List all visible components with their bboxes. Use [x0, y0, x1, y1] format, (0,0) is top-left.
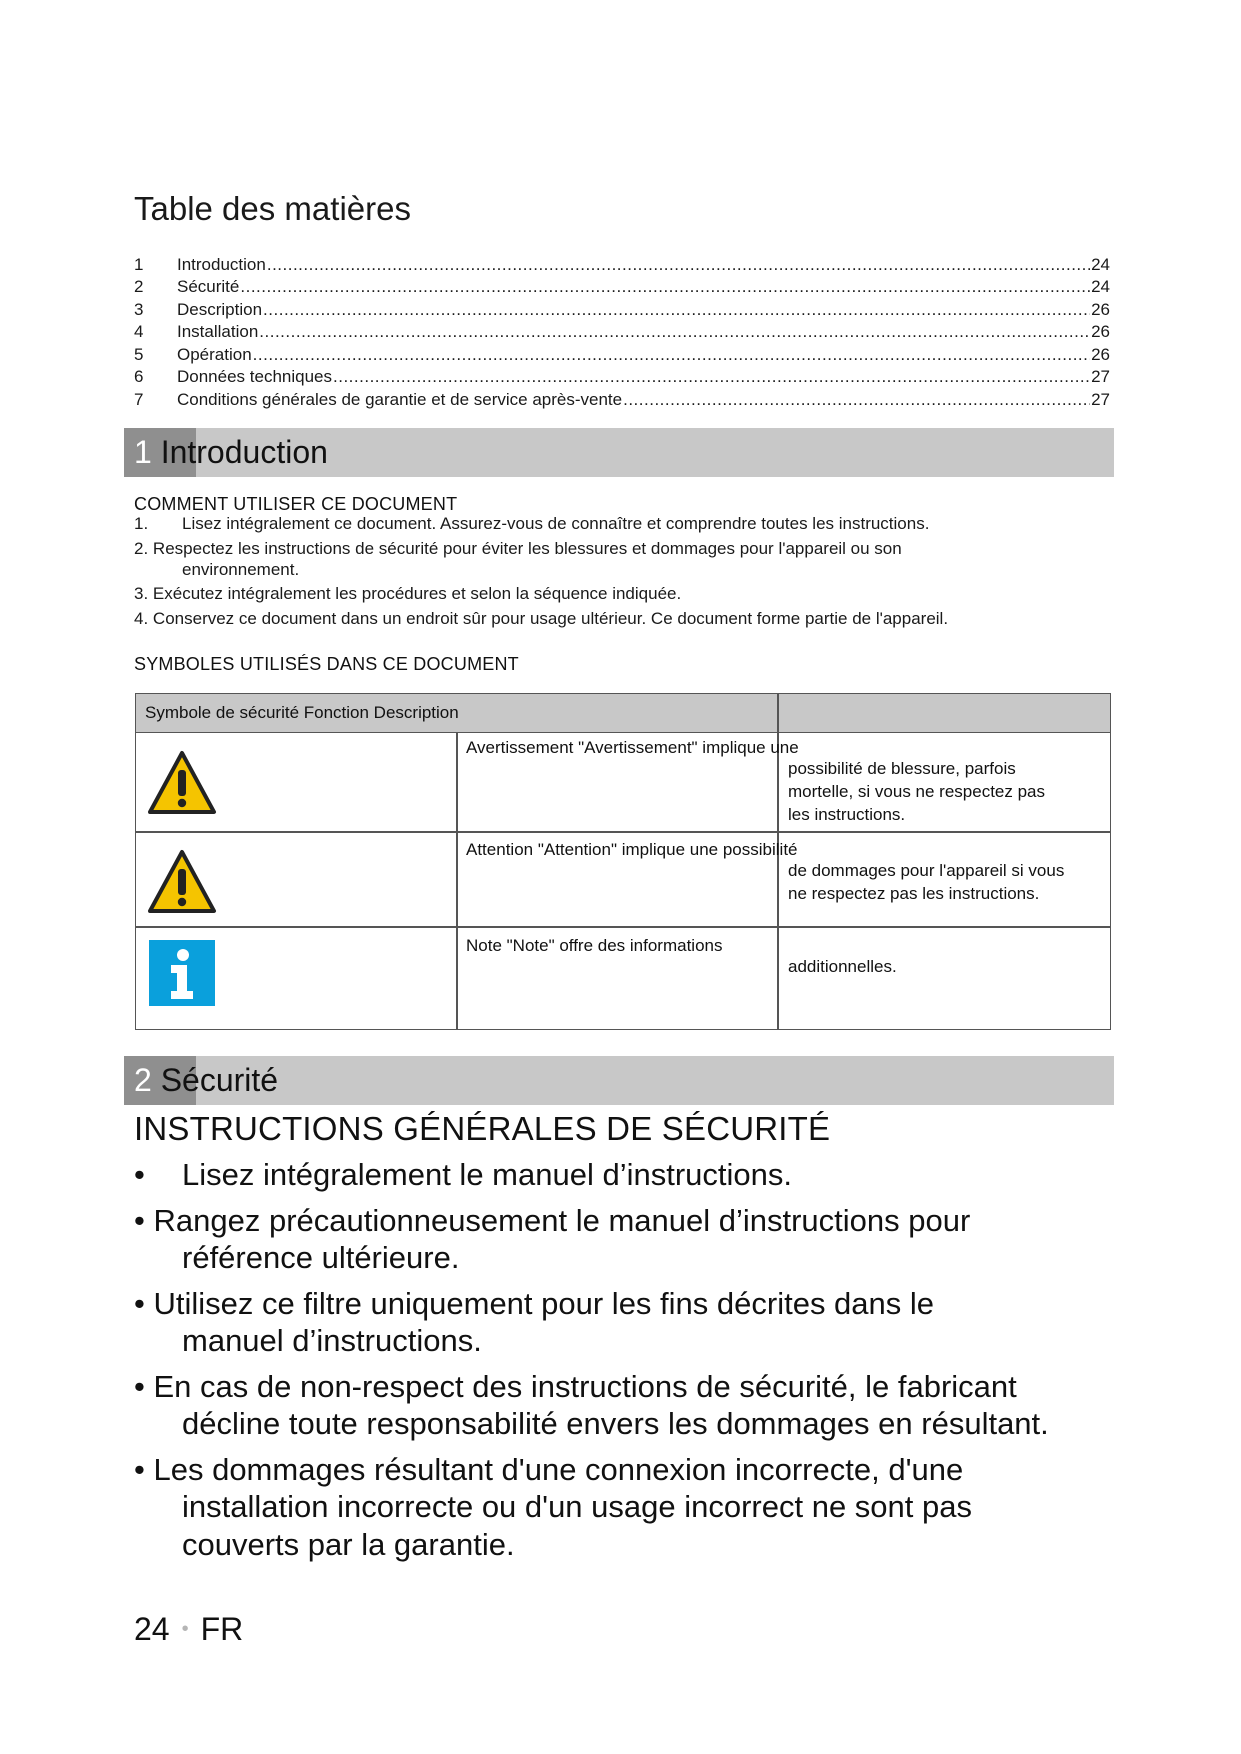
section-title: Sécurité [160, 1062, 279, 1098]
list-item [134, 1368, 1114, 1443]
toc-entry-number: 2 [134, 277, 144, 296]
step-text-continued: environnement. [182, 559, 300, 579]
section-title: Introduction [160, 434, 328, 470]
page-footer [134, 1611, 243, 1648]
toc-entry-number: 4 [134, 322, 144, 341]
column-divider [456, 733, 458, 1029]
toc-entry[interactable] [134, 365, 1110, 388]
toc-entry[interactable] [134, 252, 1110, 275]
bullet-text-continued: manuel d’instructions. [182, 1323, 482, 1358]
toc-entry-number: 1 [134, 254, 144, 274]
table-header-text: Symbole de sécurité Fonction Description [145, 703, 459, 722]
step-number: 1. [134, 514, 149, 533]
footer-separator: • [181, 1618, 189, 1640]
description-line: ne respectez pas les instructions. [788, 884, 1040, 903]
toc-entry-label: Conditions générales de garantie et de service après-vente [177, 389, 623, 409]
bullet-text: En cas de non-respect des instructions de sécurité, le fabricant [153, 1368, 1017, 1404]
description-line: possibilité de blessure, parfois [788, 759, 1016, 778]
toc-entry-page: 27 [1091, 367, 1110, 386]
bullet-text-continued: décline toute responsabilité envers les dommages en résultant. [182, 1406, 1049, 1441]
list-item [134, 513, 1094, 534]
toc-entry-number: 7 [134, 389, 144, 409]
toc-entry[interactable] [134, 297, 1110, 320]
step-number: 2. [134, 538, 149, 558]
section-number: 2 [134, 1062, 152, 1098]
step-text: Exécutez intégralement les procédures et selon la séquence indiquée. [152, 584, 682, 603]
bullet-text-continued: référence ultérieure. [182, 1240, 460, 1275]
toc-entry[interactable] [134, 342, 1110, 365]
symbol-function: Attention "Attention" implique une possibilité [466, 840, 798, 859]
toc-entry-page: 26 [1091, 344, 1110, 364]
symbols-table [135, 693, 1111, 1030]
list-item [134, 1451, 1114, 1564]
list-item [134, 1285, 1114, 1360]
toc-title: Table des matières [134, 190, 411, 227]
page-number: 24 [134, 1611, 170, 1647]
warning-triangle-icon [147, 750, 217, 818]
bullet-text: Lisez intégralement le manuel d’instructions. [182, 1157, 792, 1192]
bullet-text: Les dommages résultant d'une connexion incorrecte, d'une [153, 1451, 964, 1487]
bullet-icon: • [134, 1451, 145, 1487]
bullet-text: Utilisez ce filtre uniquement pour les fins décrites dans le [153, 1285, 935, 1321]
row-divider [136, 831, 1110, 833]
toc-entry[interactable] [134, 320, 1110, 343]
section-1-heading [134, 435, 328, 469]
toc-entry-label: Introduction [177, 254, 266, 274]
description-line: mortelle, si vous ne respectez pas [788, 782, 1046, 801]
toc-leader-dots [263, 300, 1090, 320]
how-to-use-heading: COMMENT UTILISER CE DOCUMENT [134, 494, 458, 514]
toc-entry[interactable] [134, 387, 1110, 410]
list-item [134, 583, 1094, 604]
row-divider [136, 926, 1110, 928]
toc-entry-number: 3 [134, 299, 144, 319]
symbol-description [788, 955, 897, 978]
section-2-banner [124, 1056, 1114, 1105]
step-text: Respectez les instructions de sécurité pour éviter les blessures et dommages pour l'appareil ou son [152, 538, 902, 558]
step-text: Conservez ce document dans un endroit sûr pour usage ultérieur. Ce document forme partie de l'appareil. [152, 608, 949, 628]
bullet-icon: • [134, 1202, 145, 1238]
toc-leader-dots [333, 367, 1090, 387]
section-2-heading [134, 1063, 278, 1097]
toc-leader-dots [267, 255, 1090, 275]
step-text: Lisez intégralement ce document. Assurez-vous de connaître et comprendre toutes les instructions. [182, 514, 930, 533]
usage-steps-list [134, 513, 1094, 632]
list-item [134, 608, 1094, 629]
bullet-text-continued: installation incorrecte ou d'un usage incorrect ne sont pas [182, 1489, 973, 1524]
description-line: les instructions. [788, 805, 906, 824]
toc-entry-label: Opération [177, 344, 252, 364]
description-line: de dommages pour l'appareil si vous [788, 861, 1065, 880]
safety-instructions-heading: INSTRUCTIONS GÉNÉRALES DE SÉCURITÉ [134, 1110, 831, 1147]
symbol-function: Avertissement "Avertissement" implique une [466, 738, 799, 757]
toc-entry-page: 26 [1091, 299, 1110, 319]
toc-leader-dots [253, 345, 1090, 365]
symbols-table-header [136, 694, 1110, 733]
bullet-text-continued: couverts par la garantie. [182, 1526, 515, 1562]
caution-triangle-icon [147, 849, 217, 917]
toc-entry[interactable] [134, 275, 1110, 298]
safety-bullet-list [134, 1156, 1114, 1571]
toc-leader-dots [259, 322, 1090, 342]
toc-leader-dots [240, 277, 1090, 297]
toc-entry-page: 24 [1091, 277, 1110, 296]
symbols-heading: SYMBOLES UTILISÉS DANS CE DOCUMENT [134, 654, 519, 674]
toc-entry-label: Sécurité [177, 277, 240, 296]
toc-entry-page: 27 [1091, 389, 1110, 409]
bullet-text: Rangez précautionneusement le manuel d’instructions pour [153, 1202, 971, 1238]
section-1-banner [124, 428, 1114, 477]
toc-entry-number: 6 [134, 367, 144, 386]
list-item [134, 1156, 1114, 1194]
section-number: 1 [134, 434, 152, 470]
symbol-description [788, 859, 1064, 905]
step-number: 4. [134, 608, 149, 628]
toc-entry-page: 26 [1091, 322, 1110, 341]
toc-entry-number: 5 [134, 344, 144, 364]
list-item [134, 1202, 1114, 1277]
symbol-description [788, 757, 1045, 826]
language-code: FR [200, 1611, 244, 1647]
symbol-function: Note "Note" offre des informations [466, 936, 723, 955]
description-line: additionnelles. [788, 957, 897, 976]
toc-entry-label: Données techniques [177, 367, 333, 386]
info-icon [147, 939, 217, 1007]
bullet-icon: • [134, 1368, 145, 1404]
toc-entry-label: Installation [177, 322, 259, 341]
list-item [134, 538, 1094, 580]
bullet-icon: • [134, 1285, 145, 1321]
bullet-icon: • [134, 1157, 145, 1192]
toc-entry-label: Description [177, 299, 263, 319]
toc-entry-page: 24 [1091, 254, 1110, 274]
step-number: 3. [134, 584, 149, 603]
table-of-contents [134, 252, 1110, 410]
toc-leader-dots [623, 390, 1090, 410]
